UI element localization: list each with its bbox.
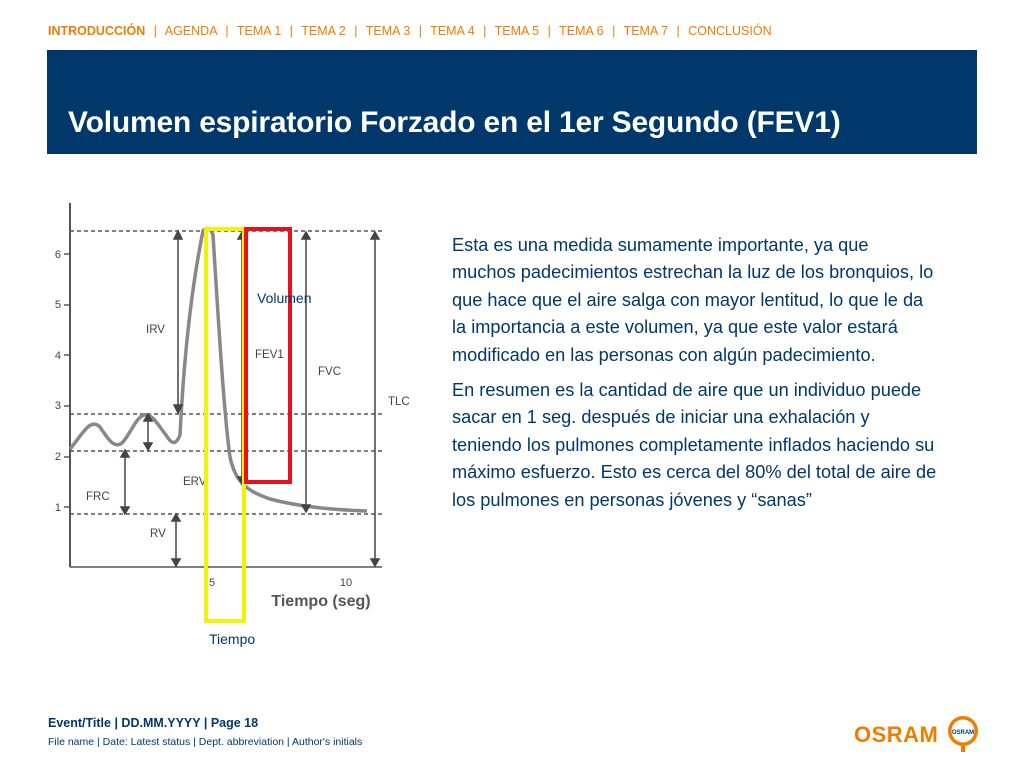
title-bar <box>47 50 977 154</box>
measurement-arrows <box>121 231 379 566</box>
nav-separator: | <box>289 24 294 38</box>
nav-separator: | <box>547 24 551 38</box>
y-tick-label: 2 <box>54 451 61 463</box>
nav-separator: | <box>418 24 422 38</box>
body-text <box>452 232 937 522</box>
nav-item-conclusion[interactable]: CONCLUSIÓN <box>688 24 772 38</box>
paragraph: En resumen es la cantidad de aire que un individuo puede sacar en 1 seg. después de iniciar una exhalación y teniendo los pulmones completamente inflados haciendo su máximo esfuerzo. Esto es cerca del 80% del total de aire de los pulmones en personas jóvenes y “sanas” <box>452 380 937 510</box>
slide-title: Volumen espiratorio Forzado en el 1er Segundo (FEV1) <box>68 106 841 139</box>
nav-item-tema-4[interactable]: TEMA 4 <box>430 24 475 38</box>
x-tick-label: 10 <box>339 577 353 589</box>
label-tlc: TLC <box>388 396 410 408</box>
x-tick-label: 5 <box>208 577 216 589</box>
label-rv: RV <box>150 528 166 540</box>
nav-item-tema-6[interactable]: TEMA 6 <box>559 24 604 38</box>
nav-separator: | <box>354 24 358 38</box>
nav-item-tema-2[interactable]: TEMA 2 <box>301 24 346 38</box>
spirogram-figure <box>40 195 440 655</box>
y-tick-label: 6 <box>54 249 61 261</box>
paragraph: Esta es una medida sumamente importante, ya que muchos padecimientos estrechan la luz de los bronquios, lo que hace que el aire salga con mayor lentitud, lo que le da la importancia a este volumen, ya que este valor estará modificado en las personas con algún padecimiento. <box>452 235 934 365</box>
label-erv: ERV <box>183 476 207 488</box>
logo-wordmark: OSRAM <box>854 722 939 747</box>
y-tick-label: 4 <box>54 350 61 362</box>
label-fev1: FEV1 <box>255 349 284 361</box>
nav-item-introduccion[interactable]: INTRODUCCIÓN <box>48 24 146 38</box>
label-fvc: FVC <box>318 366 341 378</box>
tiempo-label: Tiempo <box>209 631 256 647</box>
osram-logo <box>854 713 984 753</box>
y-tick-label: 3 <box>54 400 61 412</box>
footer-event-title: Event/Title | DD.MM.YYYY | Page 18 <box>48 716 259 730</box>
nav-item-tema-5[interactable]: TEMA 5 <box>494 24 540 38</box>
nav-separator: | <box>225 24 229 38</box>
nav-separator: | <box>612 24 616 38</box>
logo-badge: OSRAM <box>951 730 975 736</box>
nav-separator: | <box>153 24 157 38</box>
label-irv: IRV <box>146 324 165 336</box>
nav-item-tema-3[interactable]: TEMA 3 <box>365 24 411 38</box>
nav-item-tema-1[interactable]: TEMA 1 <box>236 24 282 38</box>
label-frc: FRC <box>86 491 110 503</box>
bulb-icon <box>946 713 980 753</box>
nav-separator: | <box>483 24 487 38</box>
top-navigation <box>48 24 772 38</box>
x-axis-label: Tiempo (seg) <box>271 593 371 610</box>
nav-item-agenda[interactable]: AGENDA <box>164 24 217 38</box>
nav-separator: | <box>676 24 680 38</box>
volumen-label: Volumen <box>257 290 312 306</box>
y-tick-label: 5 <box>54 299 61 311</box>
y-tick-label: 1 <box>54 502 61 514</box>
spirogram-svg <box>40 195 440 655</box>
nav-item-tema-7[interactable]: TEMA 7 <box>623 24 669 38</box>
footer-info: File name | Date: Latest status | Dept. abbreviation | Author's initials <box>48 736 363 748</box>
